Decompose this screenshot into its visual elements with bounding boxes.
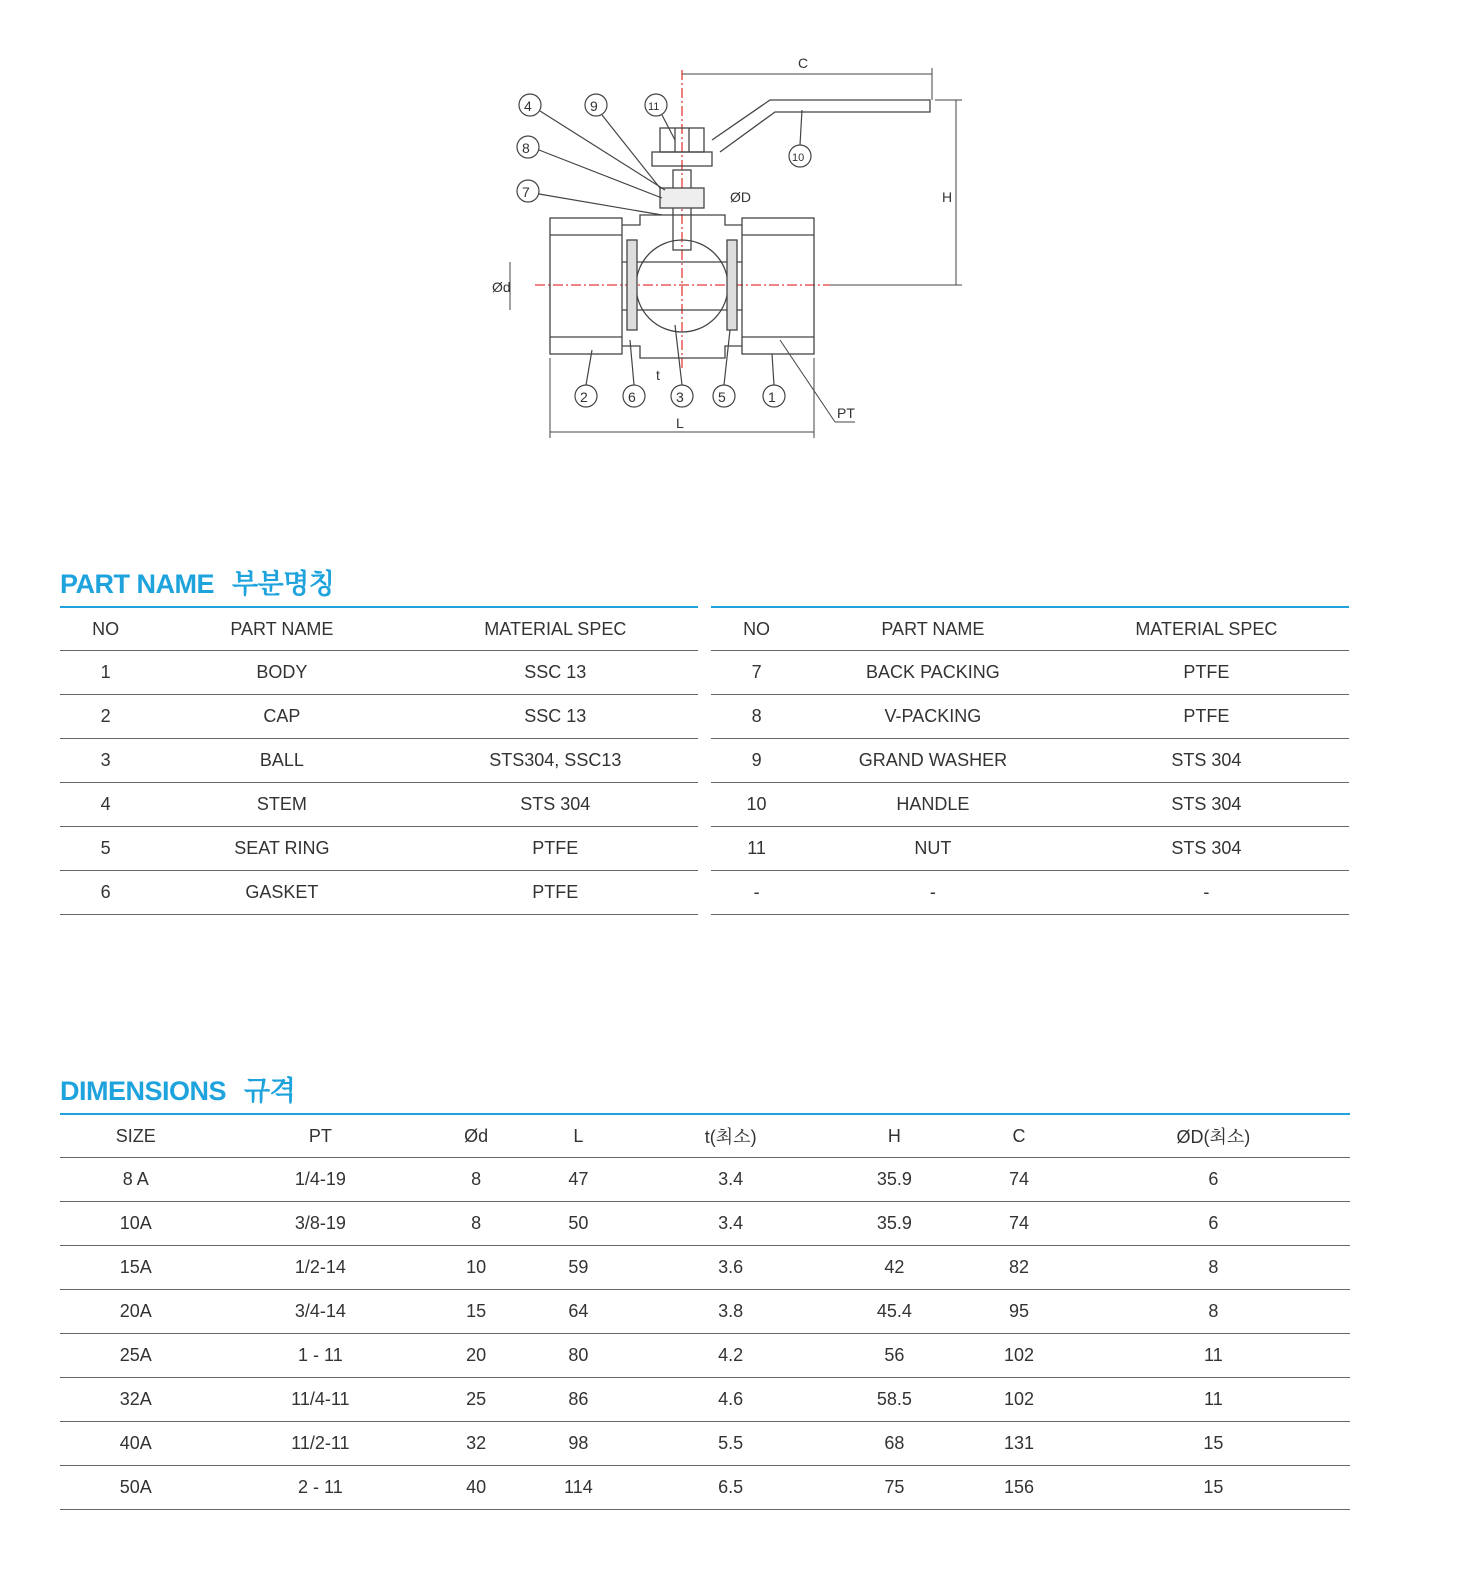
cell-material: STS304, SSC13 — [413, 739, 698, 783]
cell-part-name: BALL — [151, 739, 412, 783]
table-row — [711, 783, 1349, 827]
cell-h: 56 — [828, 1334, 962, 1378]
callout-7: 7 — [522, 184, 530, 200]
dimensions-table-body — [60, 1158, 1350, 1510]
cell-l: 114 — [523, 1466, 634, 1510]
callout-5: 5 — [718, 389, 726, 405]
callout-3: 3 — [676, 389, 684, 405]
cell-l: 80 — [523, 1334, 634, 1378]
cell-od-large-min: 8 — [1077, 1246, 1350, 1290]
cell-size: 15A — [60, 1246, 212, 1290]
cell-c: 74 — [961, 1202, 1077, 1246]
cell-part-name: BODY — [151, 651, 412, 695]
header-od-small: Ød — [429, 1114, 523, 1158]
cell-material: STS 304 — [1064, 783, 1349, 827]
table-row — [60, 1422, 1350, 1466]
table-row — [60, 651, 698, 695]
cell-c: 82 — [961, 1246, 1077, 1290]
cell-material: PTFE — [413, 827, 698, 871]
cell-t-min: 4.2 — [634, 1334, 828, 1378]
cell-no: 10 — [711, 783, 802, 827]
valve-diagram — [480, 40, 1000, 460]
cell-part-name: HANDLE — [802, 783, 1064, 827]
cell-h: 68 — [828, 1422, 962, 1466]
cell-size: 40A — [60, 1422, 212, 1466]
cell-pt: 3/8-19 — [212, 1202, 430, 1246]
cell-t-min: 3.4 — [634, 1158, 828, 1202]
dim-label-t: t — [656, 367, 660, 383]
cell-h: 75 — [828, 1466, 962, 1510]
cell-t-min: 3.6 — [634, 1246, 828, 1290]
cell-material: PTFE — [1064, 651, 1349, 695]
cell-od-large-min: 11 — [1077, 1378, 1350, 1422]
cell-od-large-min: 15 — [1077, 1422, 1350, 1466]
callout-2: 2 — [580, 389, 588, 405]
callout-8: 8 — [522, 140, 530, 156]
header-size: SIZE — [60, 1114, 212, 1158]
cell-material: STS 304 — [413, 783, 698, 827]
table-row — [60, 695, 698, 739]
cell-part-name: SEAT RING — [151, 827, 412, 871]
cell-pt: 11/2-11 — [212, 1422, 430, 1466]
header-no: NO — [711, 607, 802, 651]
dim-label-l: L — [676, 415, 684, 431]
cell-c: 102 — [961, 1334, 1077, 1378]
callout-4: 4 — [524, 98, 532, 114]
cell-l: 59 — [523, 1246, 634, 1290]
cell-pt: 3/4-14 — [212, 1290, 430, 1334]
cell-od-large-min: 15 — [1077, 1466, 1350, 1510]
cell-size: 50A — [60, 1466, 212, 1510]
cell-od-small: 32 — [429, 1422, 523, 1466]
cell-no: 4 — [60, 783, 151, 827]
cell-no: 7 — [711, 651, 802, 695]
cell-t-min: 3.4 — [634, 1202, 828, 1246]
cell-material: PTFE — [413, 871, 698, 915]
header-h: H — [828, 1114, 962, 1158]
cell-part-name: V-PACKING — [802, 695, 1064, 739]
table-header-row — [60, 607, 698, 651]
cell-no: 8 — [711, 695, 802, 739]
header-t-min: t(최소) — [634, 1114, 828, 1158]
callout-9: 9 — [590, 98, 598, 114]
header-material-spec: MATERIAL SPEC — [1064, 607, 1349, 651]
cell-c: 156 — [961, 1466, 1077, 1510]
cell-pt: 1/4-19 — [212, 1158, 430, 1202]
dim-label-c: C — [798, 55, 809, 71]
cell-material: - — [1064, 871, 1349, 915]
dimensions-title-en: DIMENSIONS — [60, 1076, 227, 1106]
cell-material: SSC 13 — [413, 651, 698, 695]
cell-part-name: GRAND WASHER — [802, 739, 1064, 783]
table-row — [711, 695, 1349, 739]
cell-no: 9 — [711, 739, 802, 783]
table-row — [60, 827, 698, 871]
cell-no: 1 — [60, 651, 151, 695]
cell-no: 6 — [60, 871, 151, 915]
cell-part-name: STEM — [151, 783, 412, 827]
table-row — [711, 739, 1349, 783]
part-name-table-right — [711, 606, 1349, 915]
part-name-title — [60, 562, 334, 601]
header-part-name: PART NAME — [151, 607, 412, 651]
cell-od-small: 40 — [429, 1466, 523, 1510]
table-row — [711, 651, 1349, 695]
table-row — [60, 1290, 1350, 1334]
header-od-large-min: ØD(최소) — [1077, 1114, 1350, 1158]
cell-l: 64 — [523, 1290, 634, 1334]
callout-10: 10 — [792, 152, 805, 164]
cell-size: 32A — [60, 1378, 212, 1422]
part-name-title-en: PART NAME — [60, 569, 214, 599]
cell-t-min: 3.8 — [634, 1290, 828, 1334]
cell-no: 11 — [711, 827, 802, 871]
callout-6: 6 — [628, 389, 636, 405]
cell-pt: 1 - 11 — [212, 1334, 430, 1378]
dim-label-od-upper: ØD — [730, 189, 751, 205]
header-l: L — [523, 1114, 634, 1158]
cell-od-large-min: 6 — [1077, 1202, 1350, 1246]
cell-h: 35.9 — [828, 1158, 962, 1202]
cell-material: PTFE — [1064, 695, 1349, 739]
cell-size: 8 A — [60, 1158, 212, 1202]
cell-t-min: 6.5 — [634, 1466, 828, 1510]
cell-part-name: BACK PACKING — [802, 651, 1064, 695]
cell-h: 35.9 — [828, 1202, 962, 1246]
header-pt: PT — [212, 1114, 430, 1158]
cell-od-small: 15 — [429, 1290, 523, 1334]
cell-pt: 1/2-14 — [212, 1246, 430, 1290]
cell-od-small: 10 — [429, 1246, 523, 1290]
cell-c: 102 — [961, 1378, 1077, 1422]
cell-no: 3 — [60, 739, 151, 783]
cell-c: 74 — [961, 1158, 1077, 1202]
dim-label-od-lower: Ød — [492, 279, 511, 295]
table-row — [60, 1466, 1350, 1510]
cell-h: 58.5 — [828, 1378, 962, 1422]
callout-1: 1 — [768, 389, 776, 405]
cell-material: SSC 13 — [413, 695, 698, 739]
table-row — [60, 1158, 1350, 1202]
cell-h: 42 — [828, 1246, 962, 1290]
table-row — [60, 1378, 1350, 1422]
cell-od-small: 20 — [429, 1334, 523, 1378]
header-material-spec: MATERIAL SPEC — [413, 607, 698, 651]
dim-label-pt: PT — [837, 405, 855, 421]
cell-pt: 2 - 11 — [212, 1466, 430, 1510]
cell-t-min: 4.6 — [634, 1378, 828, 1422]
cell-part-name: GASKET — [151, 871, 412, 915]
dimensions-table — [60, 1113, 1350, 1510]
cell-od-large-min: 6 — [1077, 1158, 1350, 1202]
cell-c: 95 — [961, 1290, 1077, 1334]
cell-od-large-min: 8 — [1077, 1290, 1350, 1334]
cell-od-small: 8 — [429, 1158, 523, 1202]
cell-od-large-min: 11 — [1077, 1334, 1350, 1378]
table-header-row — [711, 607, 1349, 651]
valve-drawing — [480, 40, 1000, 460]
cell-pt: 11/4-11 — [212, 1378, 430, 1422]
cell-no: 2 — [60, 695, 151, 739]
table-header-row — [60, 1114, 1350, 1158]
cell-l: 86 — [523, 1378, 634, 1422]
cell-material: STS 304 — [1064, 739, 1349, 783]
part-name-table-left — [60, 606, 698, 915]
table-row — [60, 739, 698, 783]
table-row — [60, 1202, 1350, 1246]
cell-l: 47 — [523, 1158, 634, 1202]
table-row — [711, 827, 1349, 871]
cell-part-name: NUT — [802, 827, 1064, 871]
header-no: NO — [60, 607, 151, 651]
dimensions-title — [60, 1069, 295, 1108]
cell-size: 25A — [60, 1334, 212, 1378]
cell-no: - — [711, 871, 802, 915]
table-row — [60, 871, 698, 915]
cell-c: 131 — [961, 1422, 1077, 1466]
cell-material: STS 304 — [1064, 827, 1349, 871]
dim-label-h: H — [942, 189, 953, 205]
cell-part-name: - — [802, 871, 1064, 915]
cell-size: 20A — [60, 1290, 212, 1334]
cell-no: 5 — [60, 827, 151, 871]
cell-size: 10A — [60, 1202, 212, 1246]
cell-h: 45.4 — [828, 1290, 962, 1334]
header-part-name: PART NAME — [802, 607, 1064, 651]
header-c: C — [961, 1114, 1077, 1158]
cell-t-min: 5.5 — [634, 1422, 828, 1466]
table-row — [711, 871, 1349, 915]
cell-od-small: 25 — [429, 1378, 523, 1422]
cell-part-name: CAP — [151, 695, 412, 739]
part-name-title-ko: 부분명칭 — [232, 569, 335, 599]
table-row — [60, 1246, 1350, 1290]
cell-l: 50 — [523, 1202, 634, 1246]
table-row — [60, 1334, 1350, 1378]
table-row — [60, 783, 698, 827]
cell-od-small: 8 — [429, 1202, 523, 1246]
callout-11: 11 — [648, 101, 660, 113]
cell-l: 98 — [523, 1422, 634, 1466]
dimensions-title-ko: 규격 — [244, 1076, 296, 1106]
